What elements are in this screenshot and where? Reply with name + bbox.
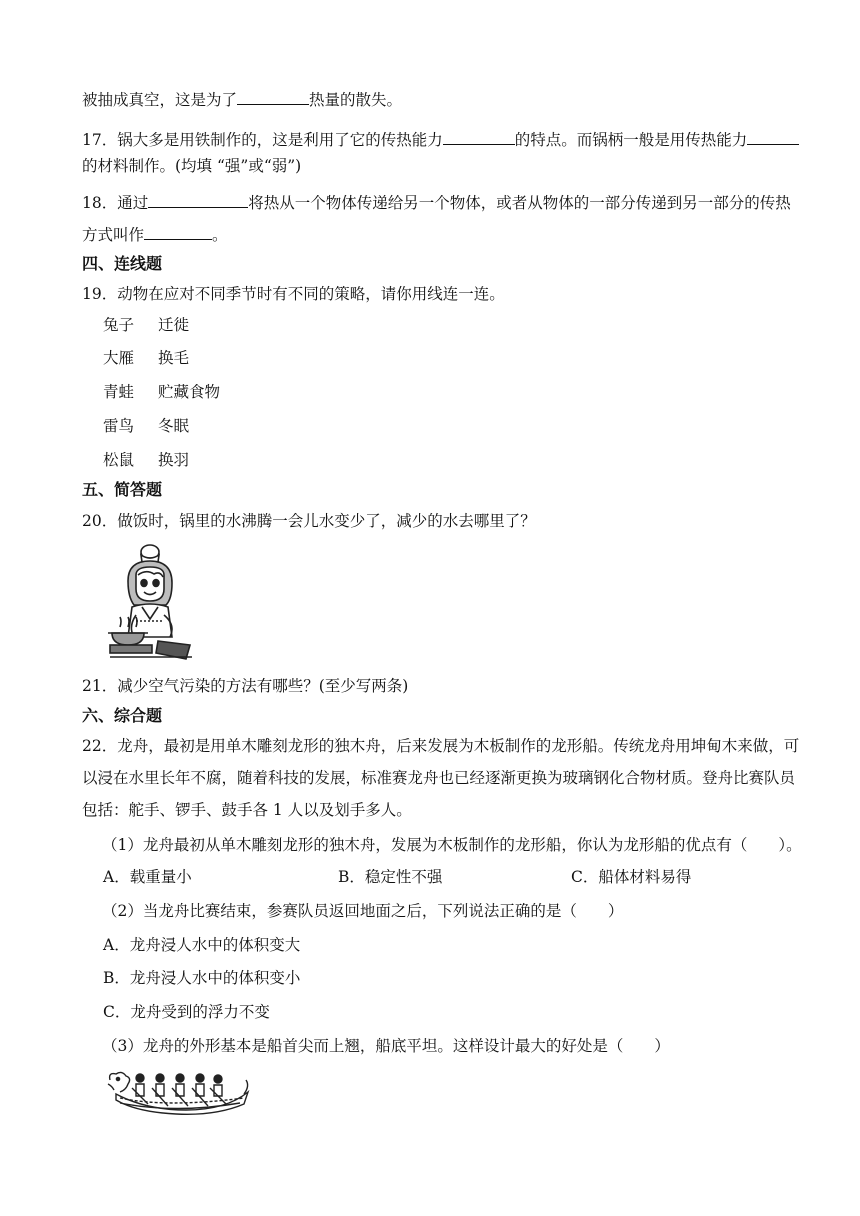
q16-blank[interactable] [237, 90, 309, 105]
q18-line2 [82, 225, 228, 245]
q19-left-item[interactable]: 青蛙 [103, 383, 135, 401]
q16-text-end: 热量的散失。 [309, 91, 403, 109]
q18-text-2: 方式叫作 [82, 226, 145, 244]
q19-text: 19．动物在应对不同季节时有不同的策略，请你用线连一连。 [82, 285, 505, 303]
q22-line3: 包括：舵手、锣手、鼓手各 1 人以及划手多人。 [82, 801, 412, 819]
q17-line1 [82, 130, 799, 150]
q22-sub1-option-c[interactable]: C．船体材料易得 [571, 868, 692, 886]
q19-left-item[interactable]: 大雁 [103, 349, 135, 367]
q18-text-end: 。 [212, 226, 228, 244]
q17-line2: 的材料制作。(均填 “强”或“弱”) [82, 157, 302, 175]
q19-left-item[interactable]: 兔子 [103, 316, 135, 334]
q19-left-item[interactable]: 松鼠 [103, 451, 135, 469]
q19-pair [103, 348, 190, 368]
q19-pair [103, 450, 190, 470]
q22-sub2-option-b[interactable]: B．龙舟浸人水中的体积变小 [103, 969, 301, 987]
q22-sub1: （1）龙舟最初从单木雕刻龙形的独木舟，发展为木板制作的龙形船，你认为龙形船的优点有（ ）。 [102, 836, 802, 854]
q19-pair [103, 382, 221, 402]
q22-sub2-option-c[interactable]: C．龙舟受到的浮力不变 [103, 1003, 270, 1021]
q19-right-item[interactable]: 换羽 [158, 451, 190, 469]
q22-sub3: （3）龙舟的外形基本是船首尖而上翘，船底平坦。这样设计最大的好处是（ ） [102, 1037, 670, 1055]
q19-right-item[interactable]: 迁徙 [158, 316, 190, 334]
q19-pair [103, 315, 190, 335]
q20-text: 20．做饭时，锅里的水沸腾一会儿水变少了，减少的水去哪里了？ [82, 512, 536, 530]
q16-tail [82, 90, 402, 110]
q22-sub2: （2）当龙舟比赛结束，参赛队员返回地面之后，下列说法正确的是（ ） [102, 902, 624, 920]
q18-line1 [82, 193, 791, 213]
q21-text: 21．减少空气污染的方法有哪些？(至少写两条) [82, 677, 409, 695]
q16-text: 被抽成真空，这是为了 [82, 91, 238, 109]
q22-line1: 22．龙舟，最初是用单木雕刻龙形的独木舟，后来发展为木板制作的龙形船。传统龙舟用坤甸木来做，可 [82, 737, 800, 755]
q18-text-mid: 将热从一个物体传递给另一个物体，或者从物体的一部分传递到另一部分的传热 [248, 194, 791, 212]
q19-right-item[interactable]: 冬眠 [158, 417, 190, 435]
q18-blank-1[interactable] [148, 193, 248, 208]
q19-left-item[interactable]: 雷鸟 [103, 417, 135, 435]
q22-sub2-option-a[interactable]: A．龙舟浸人水中的体积变大 [103, 936, 301, 954]
q22-sub1-option-a[interactable]: A．载重量小 [103, 868, 192, 886]
dragon-boat-illustration [106, 1070, 252, 1116]
section-heading-6: 六、综合题 [82, 706, 163, 725]
q18-text: 18．通过 [82, 194, 149, 212]
q22-sub1-option-b[interactable]: B．稳定性不强 [338, 868, 443, 886]
section-heading-4: 四、连线题 [82, 254, 163, 273]
cook-girl-illustration [106, 541, 198, 663]
q17-text-mid: 的特点。而锅柄一般是用传热能力 [514, 131, 748, 149]
q19-right-item[interactable]: 贮藏食物 [158, 383, 221, 401]
q19-right-item[interactable]: 换毛 [158, 349, 190, 367]
section-heading-5: 五、简答题 [82, 480, 163, 499]
q17-text: 17．锅大多是用铁制作的，这是利用了它的传热能力 [82, 131, 443, 149]
q17-blank-2[interactable] [747, 130, 799, 145]
q19-pair [103, 416, 190, 436]
q18-blank-2[interactable] [144, 225, 212, 240]
q17-blank-1[interactable] [443, 130, 515, 145]
q22-line2: 以浸在水里长年不腐，随着科技的发展，标准赛龙舟也已经逐渐更换为玻璃钢化合物材质。登舟比赛队员 [82, 769, 796, 787]
